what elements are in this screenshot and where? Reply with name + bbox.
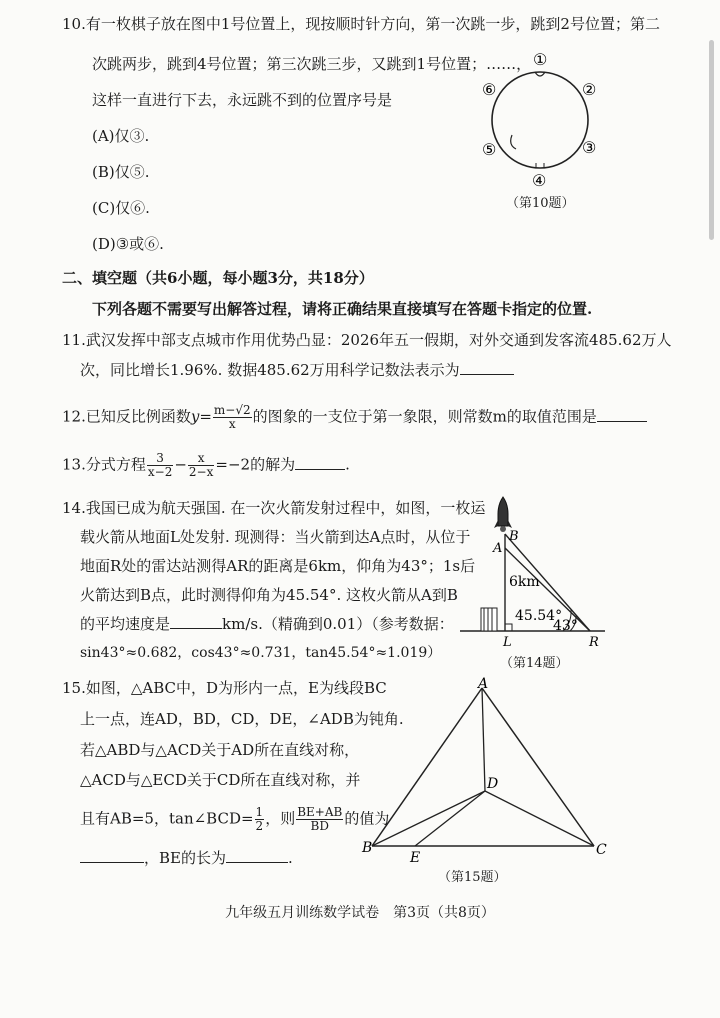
page-footer: 九年级五月训练数学试卷 第3页（共8页）	[225, 905, 495, 921]
q14-line1: 14.我国已成为航天强国. 在一次火箭发射过程中，如图，一枚运	[62, 499, 486, 517]
q14-line2: 载火箭从地面L处发射. 现测得：当火箭到达A点时，从位于	[80, 528, 471, 546]
q15-answer-blank-2[interactable]	[226, 848, 288, 863]
q15-line2: 上一点，连AD，BD，CD，DE，∠ADB为钝角.	[80, 710, 404, 728]
distance-label: 6km	[509, 574, 540, 590]
q15-fraction-half: $\frac{1}{2}$	[255, 805, 264, 833]
q10-option-b: (B)仅⑤.	[92, 163, 150, 181]
q10-option-c: (C)仅⑥.	[92, 199, 150, 217]
q14-line5: 的平均速度是 km/s.（精确到0.01）（参考数据：	[80, 615, 454, 633]
q15-line5: 且有AB=5，tan∠BCD= $\frac{1}{2}$ ，则 $\frac{BE+AB}{BD}$ 的值为	[80, 805, 390, 833]
point-a-label: A	[478, 676, 489, 692]
q10-line2: 次跳两步，跳到4号位置；第三次跳三步，又跳到1号位置；……，	[92, 55, 532, 73]
q15-line1: 15.如图，△ABC中，D为形内一点，E为线段BC	[62, 679, 387, 697]
position-5-label: ⑤	[482, 140, 497, 159]
q11-answer-blank[interactable]	[460, 360, 514, 375]
q11-line1: 11.武汉发挥中部支点城市作用优势凸显：2026年五一假期，对外交通到发客流485.62万人	[62, 331, 672, 349]
point-r-label: R	[589, 635, 599, 650]
position-3-label: ③	[582, 138, 597, 157]
q13-fraction-1: $\frac{3}{x-2}$	[147, 451, 173, 479]
q14-line4: 火箭达到B点，此时测得仰角为45.54°. 这枚火箭从A到B	[80, 586, 458, 604]
q15-fraction-ratio: $\frac{BE+AB}{BD}$	[297, 805, 343, 833]
position-1-label: ①	[533, 50, 548, 69]
point-c-label: C	[596, 842, 607, 858]
point-d-label: D	[487, 776, 499, 792]
q12-answer-blank[interactable]	[597, 407, 647, 422]
q10-line1: 10.有一枚棋子放在图中1号位置上，现按顺时针方向，第一次跳一步，跳到2号位置；第二	[62, 15, 660, 33]
q14-rocket-diagram	[455, 492, 615, 652]
position-6-label: ⑥	[482, 80, 497, 99]
q10-circle-diagram	[470, 45, 620, 215]
q14-caption: （第14题）	[500, 656, 569, 671]
q10-line3: 这样一直进行下去，永远跳不到的位置序号是	[92, 91, 393, 109]
q15-line6: ，BE的长为 .	[80, 848, 293, 868]
q14-line3: 地面R处的雷达站测得AR的距离是6km，仰角为43°；1s后	[80, 557, 476, 575]
point-b-label: B	[362, 840, 373, 856]
position-2-label: ②	[582, 80, 597, 99]
scrollbar[interactable]	[709, 40, 714, 240]
q10-caption: （第10题）	[506, 196, 575, 211]
position-4-label: ④	[532, 171, 547, 190]
point-a-label: A	[493, 541, 503, 556]
q15-line3: 若△ABD与△ACD关于AD所在直线对称，	[80, 741, 360, 759]
q14-answer-blank[interactable]	[170, 614, 222, 629]
point-b-label: B	[509, 529, 519, 544]
q12-line: 12.已知反比例函数y= $\frac{m-√2}{x}$ 的图象的一支位于第一象限，则常数m的取值范围是	[62, 404, 647, 431]
q13-line: 13.分式方程 $\frac{3}{x-2}$ − $\frac{x}{2-x}$ =−2的解为 .	[62, 451, 350, 479]
point-l-label: L	[503, 635, 512, 650]
q12-fraction: $\frac{m-√2}{x}$	[213, 403, 251, 431]
angle-43-label: 43°	[553, 618, 578, 634]
q15-line4: △ACD与△ECD关于CD所在直线对称，并	[80, 771, 361, 789]
rocket-icon	[494, 497, 512, 532]
angle-45-label: 45.54°	[515, 608, 563, 624]
point-e-label: E	[410, 850, 421, 866]
q15-answer-blank-1[interactable]	[80, 848, 144, 863]
q11-line2: 次，同比增长1.96%. 数据485.62万用科学记数法表示为	[80, 360, 514, 380]
q14-line6: sin43°≈0.682，cos43°≈0.731，tan45.54°≈1.019）	[80, 645, 442, 661]
q15-caption: （第15题）	[438, 870, 507, 885]
q10-option-a: (A)仅③.	[92, 127, 150, 145]
q13-answer-blank[interactable]	[295, 455, 345, 470]
q10-option-d: (D)③或⑥.	[92, 235, 164, 253]
q15-triangle-diagram	[360, 676, 610, 866]
section2-title: 二、填空题（共6小题，每小题3分，共18分）	[62, 269, 374, 287]
q13-fraction-2: $\frac{x}{2-x}$	[188, 451, 214, 479]
section2-instruction: 下列各题不需要写出解答过程，请将正确结果直接填写在答题卡指定的位置.	[92, 300, 593, 318]
launch-tower-icon	[481, 608, 497, 631]
